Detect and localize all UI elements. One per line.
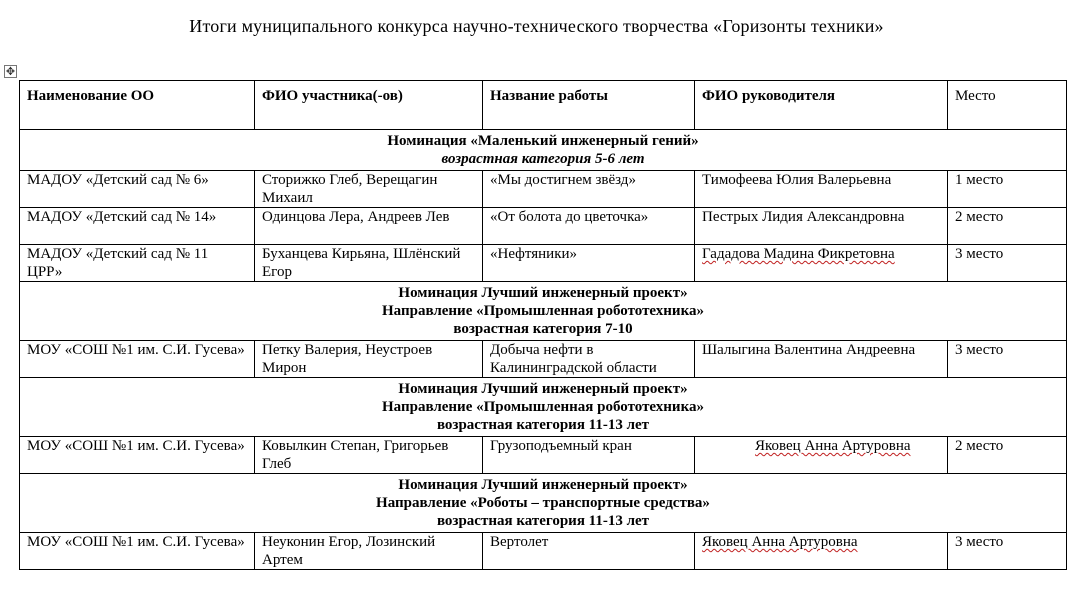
cell-leader [695,533,948,570]
cell-work: Вертолет [483,533,695,570]
cell-leader: Шалыгина Валентина Андреевна [695,341,948,378]
age-category-line: возрастная категория 7-10 [453,321,633,337]
cell-place: 3 место [948,245,1067,282]
header-cell-participants: ФИО участника(-ов) [255,81,483,130]
cell-participants: Ковылкин Степан, Григорьев Глеб [255,437,483,474]
direction-line: Направление «Промышленная робототехника» [381,303,704,319]
cell-org: МОУ «СОШ №1 им. С.И. Гусева» [20,437,255,474]
nomination-line: Номинация Лучший инженерный проект» [398,285,688,301]
move-cross-icon[interactable]: ✥ [5,65,16,78]
cell-org: МОУ «СОШ №1 им. С.И. Гусева» [20,341,255,378]
cell-org: МОУ «СОШ №1 им. С.И. Гусева» [20,533,255,570]
cell-leader [695,245,948,282]
cell-leader: Пестрых Лидия Александровна [695,208,948,245]
cell-participants: Буханцева Кирьяна, Шлёнский Егор [255,245,483,282]
results-table [19,80,1067,570]
document-title: Итоги муниципального конкурса научно-технического творчества «Горизонты техники» [189,16,884,36]
section-header-row [20,474,1067,533]
cell-place: 1 место [948,171,1067,208]
cell-leader: Тимофеева Юлия Валерьевна [695,171,948,208]
nomination-line: Номинация Лучший инженерный проект» [398,381,688,397]
section-header-cell [20,282,1067,341]
table-row [20,341,1067,378]
cell-work: Грузоподъемный кран [483,437,695,474]
leader-name: Яковец Анна Артуровна [755,438,911,454]
table-row [20,437,1067,474]
cell-participants: Одинцова Лера, Андреев Лев [255,208,483,245]
cell-org: МАДОУ «Детский сад № 6» [20,171,255,208]
table-row [20,208,1067,245]
cell-work: «Мы достигнем звёзд» [483,171,695,208]
direction-line: Направление «Роботы – транспортные средства» [376,495,710,511]
cell-work: Добыча нефти в Калининградской области [483,341,695,378]
cell-participants: Петку Валерия, Неустроев Мирон [255,341,483,378]
cell-place: 3 место [948,533,1067,570]
section-header-row [20,378,1067,437]
nomination-line: Номинация Лучший инженерный проект» [398,477,688,493]
cell-place: 2 место [948,437,1067,474]
age-category-line: возрастная категория 5-6 лет [441,151,645,167]
leader-name: Яковец Анна Артуровна [702,534,858,550]
age-category-line: возрастная категория 11-13 лет [436,513,650,529]
cell-org: МАДОУ «Детский сад № 14» [20,208,255,245]
section-header-cell [20,378,1067,437]
cell-participants: Неуконин Егор, Лозинский Артем [255,533,483,570]
nomination-line: Номинация «Маленький инженерный гений» [387,133,699,149]
section-header-cell [20,130,1067,171]
leader-name: Гададова Мадина Фикретовна [702,246,895,262]
header-cell-org: Наименование ОО [20,81,255,130]
cell-place: 2 место [948,208,1067,245]
cell-org: МАДОУ «Детский сад № 11 ЦРР» [20,245,255,282]
cell-leader [695,437,948,474]
section-header-row [20,130,1067,171]
header-row [20,81,1067,130]
cell-place: 3 место [948,341,1067,378]
table-row [20,171,1067,208]
table-row [20,533,1067,570]
section-header-row [20,282,1067,341]
header-cell-leader: ФИО руководителя [695,81,948,130]
table-row [20,245,1067,282]
cell-participants: Сторижко Глеб, Верещагин Михаил [255,171,483,208]
direction-line: Направление «Промышленная робототехника» [381,399,704,415]
cell-work: «Нефтяники» [483,245,695,282]
age-category-line: возрастная категория 11-13 лет [436,417,650,433]
header-cell-place: Место [948,81,1067,130]
cell-work: «От болота до цветочка» [483,208,695,245]
section-header-cell [20,474,1067,533]
header-cell-work: Название работы [483,81,695,130]
